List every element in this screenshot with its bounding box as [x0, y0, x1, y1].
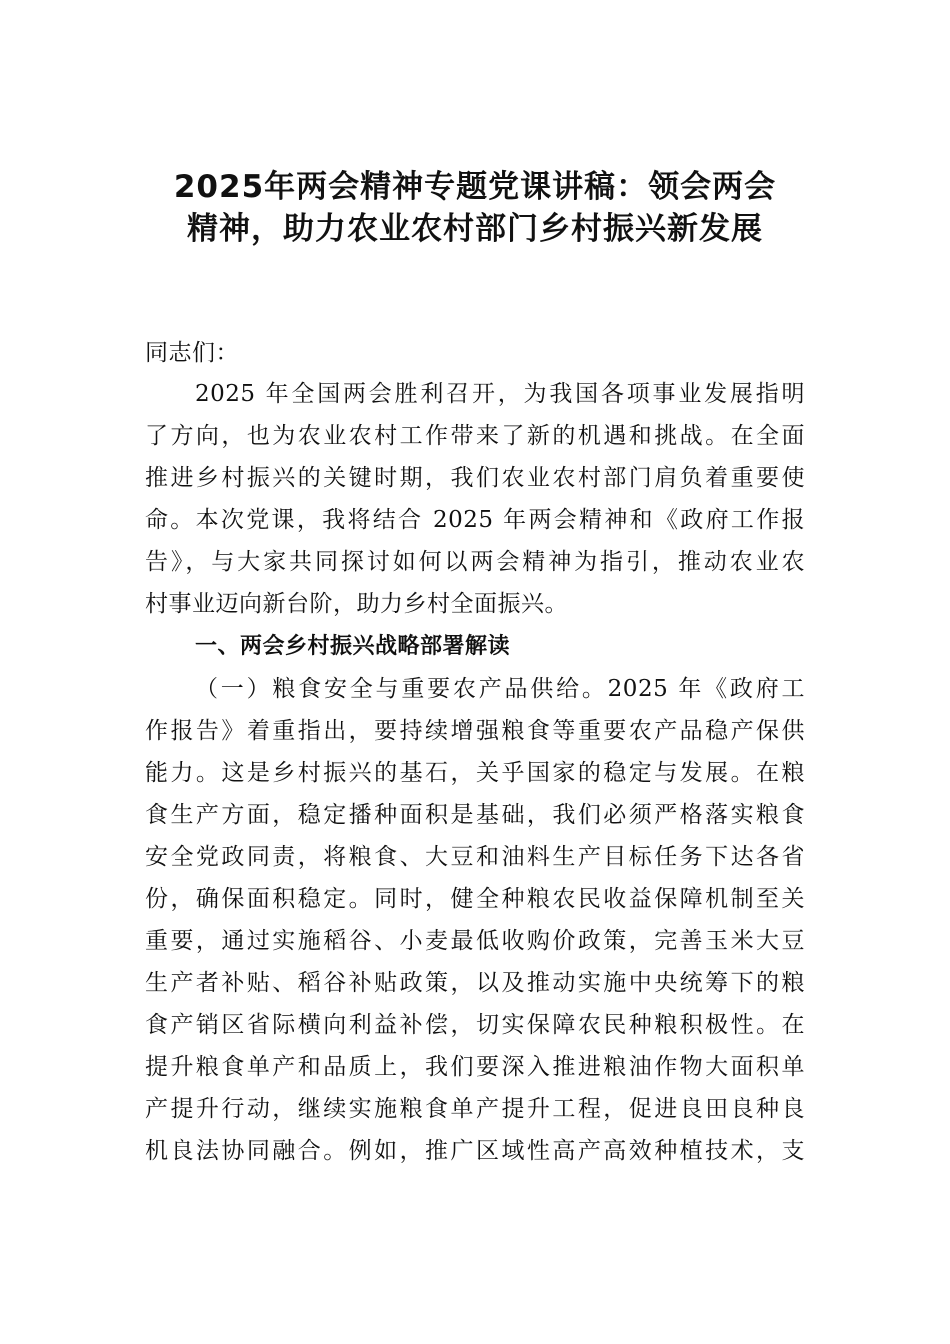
- body-line: 安全党政同责，将粮食、大豆和油料生产目标任务下达各省: [145, 844, 805, 870]
- intro-line: 2025 年全国两会胜利召开，为我国各项事业发展指明: [195, 381, 805, 407]
- intro-line: 了方向，也为农业农村工作带来了新的机遇和挑战。在全面: [145, 423, 805, 449]
- document-title-line-1: 2025年两会精神专题党课讲稿：领会两会: [173, 169, 777, 205]
- body-line: （一）粮食安全与重要农产品供给。2025 年《政府工: [195, 676, 805, 702]
- body-line: 产提升行动，继续实施粮食单产提升工程，促进良田良种良: [145, 1096, 805, 1122]
- section-heading: 一、两会乡村振兴战略部署解读: [195, 634, 511, 659]
- body-line: 食产销区省际横向利益补偿，切实保障农民种粮积极性。在: [145, 1012, 805, 1038]
- intro-line: 村事业迈向新台阶，助力乡村全面振兴。: [145, 591, 568, 617]
- body-line: 提升粮食单产和品质上，我们要深入推进粮油作物大面积单: [145, 1054, 805, 1080]
- intro-line: 告》，与大家共同探讨如何以两会精神为指引，推动农业农: [145, 549, 805, 575]
- body-line: 能力。这是乡村振兴的基石，关乎国家的稳定与发展。在粮: [145, 760, 805, 786]
- body-line: 食生产方面，稳定播种面积是基础，我们必须严格落实粮食: [145, 802, 805, 828]
- salutation: 同志们：: [145, 340, 239, 366]
- body-line: 份，确保面积稳定。同时，健全种粮农民收益保障机制至关: [145, 886, 805, 912]
- document-title-line-2: 精神，助力农业农村部门乡村振兴新发展: [187, 211, 763, 247]
- body-line: 重要，通过实施稻谷、小麦最低收购价政策，完善玉米大豆: [145, 928, 805, 954]
- body-line: 生产者补贴、稻谷补贴政策，以及推动实施中央统筹下的粮: [145, 970, 805, 996]
- body-line: 机良法协同融合。例如，推广区域性高产高效种植技术，支: [145, 1138, 805, 1164]
- body-line: 作报告》着重指出，要持续增强粮食等重要农产品稳产保供: [145, 718, 805, 744]
- intro-line: 推进乡村振兴的关键时期，我们农业农村部门肩负着重要使: [145, 465, 805, 491]
- intro-line: 命。本次党课，我将结合 2025 年两会精神和《政府工作报: [145, 507, 805, 533]
